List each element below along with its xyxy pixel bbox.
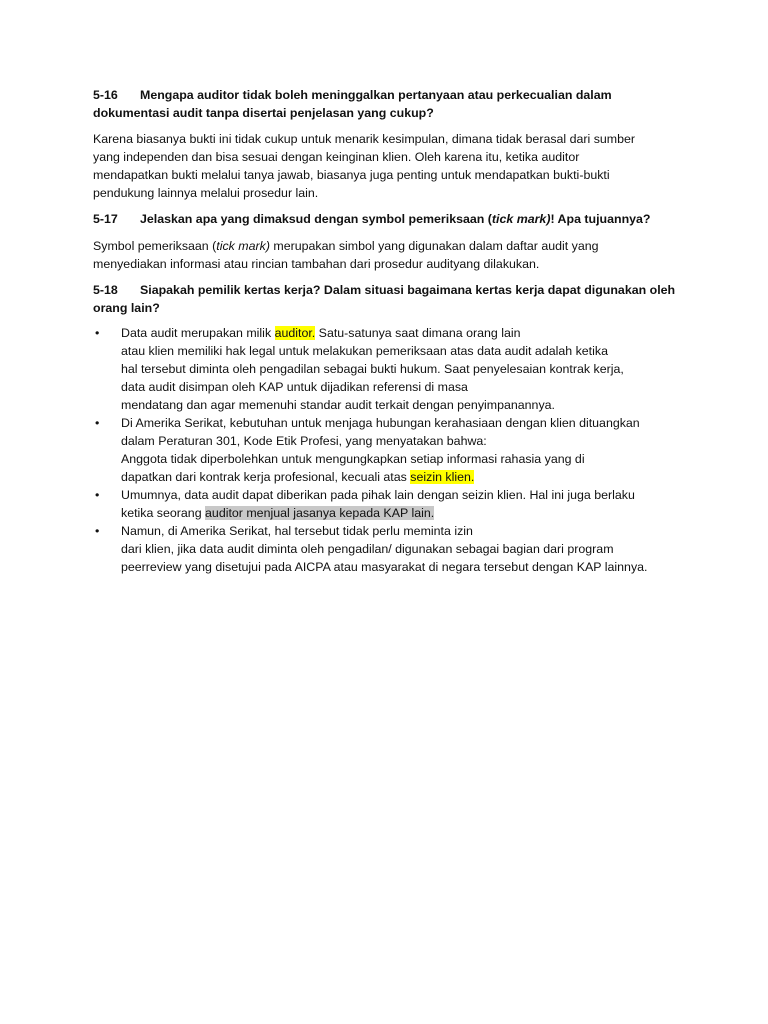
answer-line xyxy=(93,237,693,255)
highlighted-text: auditor. xyxy=(274,326,316,340)
document-content xyxy=(93,86,693,576)
list-line: atau klien memiliki hak legal untuk melakukan pemeriksaan atas data audit adalah ketika xyxy=(121,344,608,358)
answer-line: pendukung lainnya melalui prosedur lain. xyxy=(93,186,319,200)
answer-line: yang independen dan bisa sesuai dengan keinginan klien. Oleh karena itu, ketika auditor xyxy=(93,150,580,164)
question-text: Jelaskan apa yang dimaksud dengan symbol pemeriksaan ( xyxy=(140,212,492,226)
question-emphasis: tick mark) xyxy=(491,212,551,226)
question-line: orang lain? xyxy=(93,301,160,315)
answer-5-17 xyxy=(93,237,693,273)
question-line: dokumentasi audit tanpa disertai penjelasan yang cukup? xyxy=(93,106,434,120)
list-item xyxy=(93,486,693,522)
answer-text: merupakan simbol yang digunakan dalam daftar audit yang xyxy=(269,239,599,253)
bullet-icon: • xyxy=(95,416,100,430)
list-line: Umumnya, data audit dapat diberikan pada pihak lain dengan seizin klien. Hal ini juga berlaku xyxy=(121,488,635,502)
list-line: Namun, di Amerika Serikat, hal tersebut tidak perlu meminta izin xyxy=(121,524,473,538)
question-5-18 xyxy=(93,281,693,317)
list-line: peerreview yang disetujui pada AICPA atau masyarakat di negara tersebut dengan KAP lainnya. xyxy=(121,560,648,574)
list-line xyxy=(121,324,693,342)
list-text: Satu-satunya saat dimana orang lain xyxy=(315,326,521,340)
question-number: 5-17 xyxy=(93,212,118,226)
list-line: dalam Peraturan 301, Kode Etik Profesi, yang menyatakan bahwa: xyxy=(121,434,487,448)
list-text: ketika seorang xyxy=(121,506,206,520)
list-line: Anggota tidak diperbolehkan untuk mengungkapkan setiap informasi rahasia yang di xyxy=(121,452,585,466)
question-line xyxy=(93,210,693,228)
question-5-16 xyxy=(93,86,693,122)
question-line xyxy=(93,86,693,104)
question-5-17 xyxy=(93,210,693,228)
bullet-icon: • xyxy=(95,524,100,538)
highlighted-text: auditor menjual jasanya kepada KAP lain. xyxy=(205,506,435,520)
list-line: hal tersebut diminta oleh pengadilan sebagai bukti hukum. Saat penyelesaian kontrak kerja, xyxy=(121,362,624,376)
question-number: 5-18 xyxy=(93,283,118,297)
list-item xyxy=(93,414,693,486)
list-line: mendatang dan agar memenuhi standar audit terkait dengan penyimpanannya. xyxy=(121,398,555,412)
question-line xyxy=(93,281,693,299)
list-text: dapatkan dari kontrak kerja profesional, kecuali atas xyxy=(121,470,411,484)
answer-emphasis: tick mark) xyxy=(216,239,270,253)
highlighted-text: seizin klien. xyxy=(410,470,475,484)
list-line: data audit disimpan oleh KAP untuk dijadikan referensi di masa xyxy=(121,380,468,394)
bullet-icon: • xyxy=(95,326,100,340)
list-text: Data audit merupakan milik xyxy=(121,326,275,340)
answer-line: mendapatkan bukti melalui tanya jawab, biasanya juga penting untuk mendapatkan bukti-bukti xyxy=(93,168,610,182)
answer-line: Karena biasanya bukti ini tidak cukup untuk menarik kesimpulan, dimana tidak berasal dari sumber xyxy=(93,132,636,146)
question-text: Siapakah pemilik kertas kerja? Dalam situasi bagaimana kertas kerja dapat digunakan oleh xyxy=(140,283,676,297)
answer-text: Symbol pemeriksaan ( xyxy=(93,239,217,253)
list-line xyxy=(121,504,693,522)
question-text: Mengapa auditor tidak boleh meninggalkan pertanyaan atau perkecualian dalam xyxy=(140,88,612,102)
question-text: ! Apa tujuannya? xyxy=(550,212,651,226)
list-item xyxy=(93,324,693,414)
answer-line: menyediakan informasi atau rincian tambahan dari prosedur audityang dilakukan. xyxy=(93,257,540,271)
list-line xyxy=(121,468,693,486)
list-item xyxy=(93,522,693,576)
answer-5-16 xyxy=(93,130,693,202)
list-line: dari klien, jika data audit diminta oleh pengadilan/ digunakan sebagai bagian dari program xyxy=(121,542,614,556)
answer-5-18-list xyxy=(93,324,693,576)
bullet-icon: • xyxy=(95,488,100,502)
question-number: 5-16 xyxy=(93,88,118,102)
list-line: Di Amerika Serikat, kebutuhan untuk menjaga hubungan kerahasiaan dengan klien dituangkan xyxy=(121,416,640,430)
